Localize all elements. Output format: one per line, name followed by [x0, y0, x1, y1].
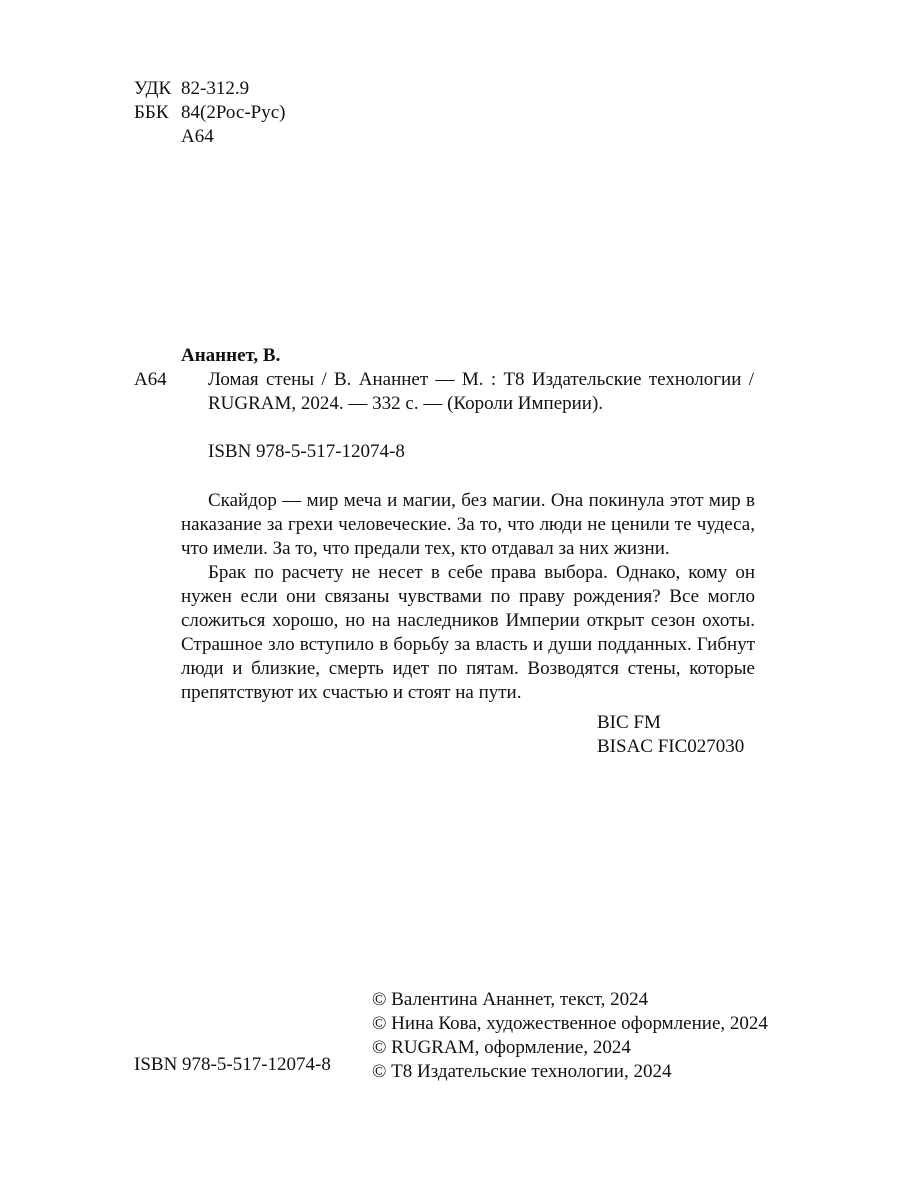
author-sign-top: А64: [181, 126, 214, 147]
bibliographic-text: Ломая стены / В. Ананнет — М. : Т8 Издательские технологии / RUGRAM, 2024. — 332 с. — (Короли Империи).: [208, 369, 754, 414]
annotation-paragraph: Скайдор — мир меча и магии, без магии. Она покинула этот мир в наказание за грехи человеческие. За то, что люди не ценили те чудеса, что имели. За то, что предали тех, кто отдавал за них жизни.: [181, 490, 755, 559]
udk-value: 82-312.9: [181, 78, 250, 99]
author-sign-margin: А64: [134, 369, 167, 390]
bbk-value: 84(2Рос-Рус): [181, 102, 286, 123]
annotation-paragraph: Брак по расчету не несет в себе права выбора. Однако, кому он нужен если они связаны чувствами по праву рождения? Все могло сложиться хорошо, но на наследников Империи открыт сезон охоты. Страшное зло вступило в борьбу за власть и души подданных. Гибнут люди и близкие, смерть идет по пятам. Возводятся стены, которые препятствуют их счастью и стоят на пути.: [181, 562, 755, 703]
copyright-line: © Нина Кова, художественное оформление, 2024: [372, 1013, 768, 1034]
author-sign-row: [134, 125, 285, 149]
annotation: [181, 489, 755, 705]
footer-isbn: ISBN 978-5-517-12074-8: [134, 1054, 331, 1075]
classification-block: [134, 77, 285, 149]
bbk-row: [134, 101, 285, 125]
udk-label: УДК: [134, 78, 172, 99]
bbk-label: ББК: [134, 102, 169, 123]
record-isbn: ISBN 978-5-517-12074-8: [208, 441, 405, 462]
copyright-block: [372, 988, 768, 1084]
copyright-line: © Валентина Ананнет, текст, 2024: [372, 989, 649, 1010]
bic-code: BIC FM: [597, 712, 661, 733]
copyright-line: © RUGRAM, оформление, 2024: [372, 1037, 631, 1058]
subject-codes: [597, 711, 744, 759]
udk-row: [134, 77, 285, 101]
author-heading: Ананнет, В.: [181, 345, 281, 366]
copyright-line: © Т8 Издательские технологии, 2024: [372, 1061, 672, 1082]
bibliographic-description: [208, 368, 754, 416]
bisac-code: BISAC FIC027030: [597, 736, 745, 757]
